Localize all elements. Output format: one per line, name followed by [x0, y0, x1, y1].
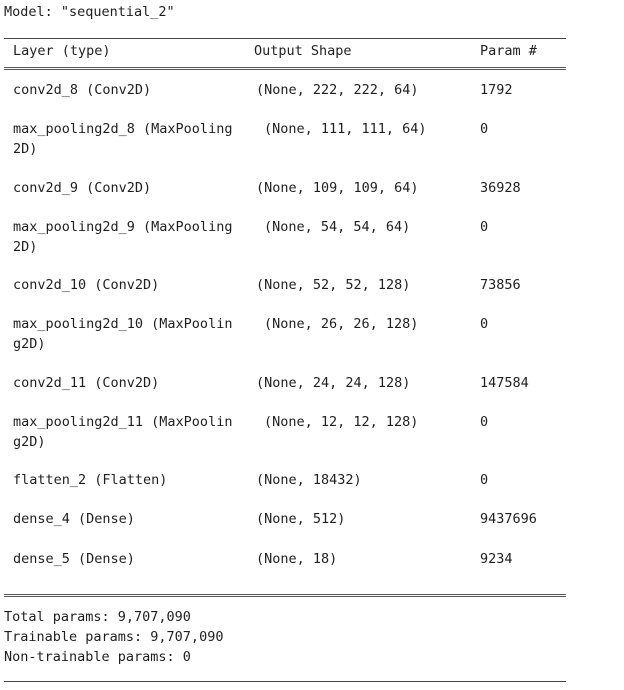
layer-name: conv2d_8 (Conv2D)	[13, 82, 152, 98]
header-double-rule	[4, 67, 566, 70]
param-count: 9437696	[480, 511, 537, 527]
non-trainable-params: Non-trainable params: 0	[4, 649, 191, 665]
layer-name: flatten_2 (Flatten)	[13, 472, 168, 488]
output-shape: (None, 109, 109, 64)	[256, 180, 419, 196]
layer-name: conv2d_10 (Conv2D)	[13, 277, 160, 293]
layer-name: dense_4 (Dense)	[13, 511, 135, 527]
output-shape: (None, 12, 12, 128)	[264, 414, 419, 430]
layer-name: conv2d_11 (Conv2D)	[13, 375, 160, 391]
layer-name: conv2d_9 (Conv2D)	[13, 180, 152, 196]
total-params: Total params: 9,707,090	[4, 609, 191, 625]
layer-name: max_pooling2d_10 (MaxPoolin	[13, 316, 233, 332]
header-layer: Layer (type)	[13, 43, 111, 59]
trainable-params: Trainable params: 9,707,090	[4, 629, 224, 645]
param-count: 73856	[480, 277, 521, 293]
header-output-shape: Output Shape	[254, 43, 352, 59]
footer-double-rule	[4, 594, 566, 597]
layer-name: dense_5 (Dense)	[13, 551, 135, 567]
layer-name: max_pooling2d_9 (MaxPooling	[13, 219, 233, 235]
top-rule	[4, 38, 566, 39]
param-count: 9234	[480, 551, 513, 567]
bottom-rule	[4, 681, 566, 682]
param-count: 0	[480, 219, 489, 235]
output-shape: (None, 18)	[256, 551, 338, 567]
param-count: 0	[480, 121, 489, 137]
header-param: Param #	[480, 43, 537, 59]
output-shape: (None, 18432)	[256, 472, 362, 488]
layer-name: max_pooling2d_8 (MaxPooling	[13, 121, 233, 137]
output-shape: (None, 111, 111, 64)	[264, 121, 427, 137]
layer-name-continued: g2D)	[13, 336, 46, 352]
param-count: 1792	[480, 82, 513, 98]
output-shape: (None, 52, 52, 128)	[256, 277, 411, 293]
param-count: 0	[480, 316, 489, 332]
model-name: Model: "sequential_2"	[4, 4, 175, 20]
param-count: 0	[480, 472, 489, 488]
param-count: 36928	[480, 180, 521, 196]
layer-name-continued: 2D)	[13, 141, 38, 157]
layer-name: max_pooling2d_11 (MaxPoolin	[13, 414, 233, 430]
param-count: 147584	[480, 375, 529, 391]
param-count: 0	[480, 414, 489, 430]
layer-name-continued: g2D)	[13, 434, 46, 450]
output-shape: (None, 26, 26, 128)	[264, 316, 419, 332]
layer-name-continued: 2D)	[13, 239, 38, 255]
output-shape: (None, 222, 222, 64)	[256, 82, 419, 98]
output-shape: (None, 24, 24, 128)	[256, 375, 411, 391]
output-shape: (None, 54, 54, 64)	[264, 219, 411, 235]
output-shape: (None, 512)	[256, 511, 346, 527]
